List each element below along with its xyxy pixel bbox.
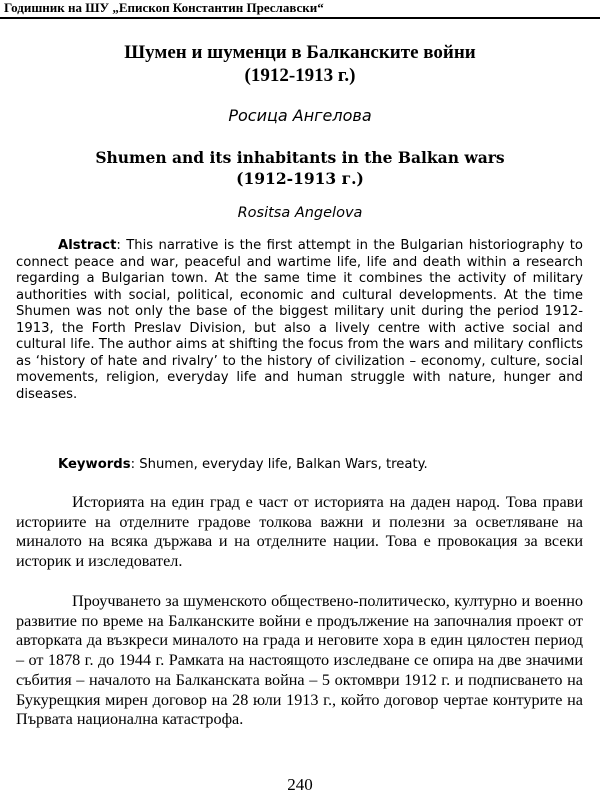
keywords-text: : Shumen, everyday life, Balkan Wars, treaty. <box>130 457 428 472</box>
abstract-label: Alstract <box>58 238 117 253</box>
body-paragraph: Проучването за шуменското обществено-политическо, културно и военно развитие по време на Балканските войни е продължение на започналия проект от авторката да възкреси миналото на града и неговите хора в един цялостен период – от 1878 г. до 1944 г. Рамката на настоящото изследване се опира на две значими събития – началото на Балканската война – 5 октомври 1912 г. и подписването на Букурещкия мирен договор на 28 юли 1913 г., който договор чертае контурите на Първата национална катастрофа. <box>16 592 583 729</box>
body-paragraph: Историята на един град е част от историята на даден народ. Това прави историите на отделните градове толкова важни и полезни за осветляване на миналото на всяка държава и на отделните нации. Това е провокация за всеки историк и изследовател. <box>16 493 583 571</box>
author-bg: Росица Ангелова <box>228 106 372 125</box>
abstract <box>16 238 583 403</box>
title-en-line2: (1912-1913 г.) <box>236 169 364 188</box>
title-en-line1: Shumen and its inhabitants in the Balkan wars <box>95 148 505 167</box>
page-number: 240 <box>287 775 313 794</box>
author-en: Rositsa Angelova <box>237 205 363 221</box>
header-rule <box>0 17 600 19</box>
abstract-text: : This narrative is the first attempt in the Bulgarian historiography to connect peace and war, peaceful and wartime life, life and death within a research regarding a Bulgarian town. At the same time it combines the activity of military authorities with social, political, economic and cultural developments. At the time Shumen was not only the base of the biggest military unit during the period 1912-1913, the Forth Preslav Division, but also a lively centre with active social and cultural life. The author aims at shifting the focus from the wars and military conflicts as ‘history of hate and rivalry’ to the history of civilization – economy, culture, social movements, religion, everyday life and human struggle with nature, hunger and diseases. <box>16 238 583 402</box>
title-bg <box>0 41 600 87</box>
title-bg-line1: Шумен и шуменци в Балканските войни <box>124 42 476 63</box>
journal-header: Годишник на ШУ „Епископ Константин Преславски“ <box>4 0 324 15</box>
title-bg-line2: (1912-1913 г.) <box>244 65 356 86</box>
keywords-label: Keywords <box>58 457 131 472</box>
title-en <box>0 147 600 189</box>
keywords <box>58 457 428 472</box>
